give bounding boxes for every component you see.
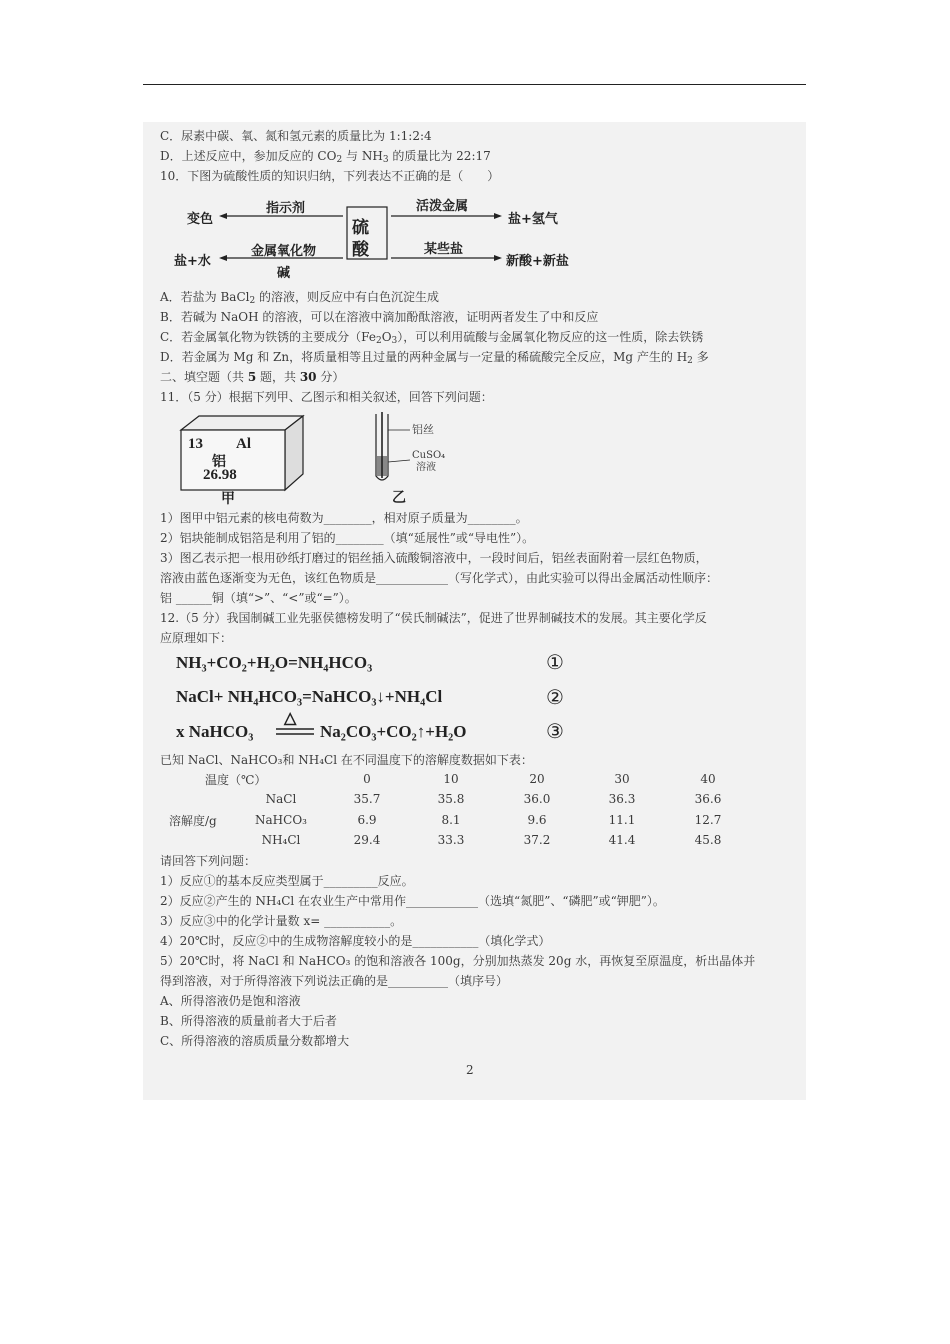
q12-part-2: 2）反应②产生的 NH₄Cl 在农业生产中常用作____________（选填“氮肥”、“磷肥”或“钾肥”）。	[160, 894, 665, 908]
equation-3-number: ③	[546, 719, 564, 743]
table-temp: 0	[363, 772, 371, 786]
label-color-change: 变色	[187, 212, 214, 227]
table-cell: 36.6	[694, 792, 722, 806]
q11-part-3a: 3）图乙表示把一根用砂纸打磨过的铝丝插入硫酸铜溶液中，一段时间后，铝丝表面附着一层红色物质，	[160, 551, 708, 565]
question-12-stem-2: 应原理如下：	[160, 631, 233, 645]
known-data-line: 已知 NaCl、NaHCO₃和 NH₄Cl 在不同温度下的溶解度数据如下表：	[160, 753, 533, 767]
table-cell: 35.7	[353, 792, 381, 806]
equation-2: NaCl+ NH₄HCO₃=NaHCO₃↓+NH₄Cl	[176, 687, 443, 706]
q12-part-3: 3）反应③中的化学计量数 x= ___________。	[160, 914, 403, 928]
table-cell: 37.2	[523, 833, 551, 847]
q11-part-3c: 铝 ______铜（填“>”、“<”或“=”）。	[160, 591, 357, 605]
label-new-acid-salt: 新酸+新盐	[506, 254, 569, 269]
table-cell: 8.1	[441, 813, 461, 827]
table-cell: 36.0	[523, 792, 551, 806]
answer-prompt: 请回答下列问题：	[160, 854, 257, 868]
label-base: 碱	[277, 266, 291, 281]
heat-symbol: △	[284, 710, 297, 727]
table-cell: 35.8	[437, 792, 465, 806]
question-11-stem: 11．（5 分）根据下列甲、乙图示和相关叙述，回答下列问题：	[160, 390, 493, 404]
label-cuso4: CuSO₄	[412, 450, 446, 461]
element-box-figure	[175, 412, 310, 494]
label-indicator: 指示剂	[266, 201, 306, 216]
table-cell: 36.3	[608, 792, 636, 806]
diagram-center-top: 硫	[352, 218, 369, 238]
reaction-double-line	[276, 728, 316, 736]
q12-option-c: C、所得溶液的溶质质量分数都增大	[160, 1034, 350, 1048]
q10-option-d: D．若金属为 Mg 和 Zn，将质量相等且过量的两种金属与一定量的稀硫酸完全反应，Mg 产生的 $H_2$ 多	[160, 350, 709, 366]
table-row-name: NaHCO₃	[255, 813, 307, 827]
section-2-heading: 二、填空题（共 5 题，共 30 分）	[160, 370, 345, 384]
q12-part-4: 4）20℃时，反应②中的生成物溶解度较小的是___________（填化学式）	[160, 934, 551, 948]
arrow-head-right-top	[494, 213, 502, 219]
q10-option-b: B．若碱为 NaOH 的溶液，可以在溶液中滴加酚酞溶液，证明两者发生了中和反应	[160, 310, 599, 324]
arrow-head-left-top	[219, 213, 227, 219]
arrow-head-right-bottom	[494, 255, 502, 261]
q11-part-2: 2）铝块能制成铝箔是利用了铝的________（填“延展性”或“导电性”）。	[160, 531, 535, 545]
header-rule	[143, 84, 806, 85]
equation-1-number: ①	[546, 650, 564, 674]
q12-part-5a: 5）20℃时，将 NaCl 和 NaHCO₃ 的饱和溶液各 100g，分别加热蒸发 20g 水，再恢复至原温度，析出晶体并	[160, 954, 756, 968]
table-cell: 41.4	[608, 833, 636, 847]
figure-label-yi: 乙	[392, 490, 406, 506]
table-temp: 30	[614, 772, 630, 786]
table-cell: 9.6	[527, 813, 547, 827]
equation-3-left: x NaHCO₃	[176, 722, 254, 741]
equation-3-right: Na₂CO₃+CO₂↑+H₂O	[320, 722, 467, 741]
table-temp-label: 温度（℃）	[205, 773, 267, 787]
equation-1: NH₃+CO₂+H₂O=NH₄HCO₃	[176, 653, 373, 672]
element-name: 铝	[212, 454, 226, 470]
figure-label-jia: 甲	[221, 491, 235, 507]
table-cell: 33.3	[437, 833, 465, 847]
table-temp: 20	[529, 772, 545, 786]
equation-2-number: ②	[546, 685, 564, 709]
atomic-mass: 26.98	[203, 467, 237, 483]
label-salt-hydrogen: 盐+氢气	[508, 212, 558, 227]
table-cell: 12.7	[694, 813, 722, 827]
q11-part-3b: 溶液由蓝色逐渐变为无色，该红色物质是____________（写化学式），由此实验可以得出金属活动性顺序：	[160, 571, 719, 585]
q12-part-1: 1）反应①的基本反应类型属于_________反应。	[160, 874, 414, 888]
table-temp: 10	[443, 772, 459, 786]
table-cell: 45.8	[694, 833, 722, 847]
table-cell: 11.1	[608, 813, 636, 827]
label-salt-water: 盐+水	[174, 254, 211, 269]
table-row-name: NaCl	[265, 792, 297, 806]
table-temp: 40	[700, 772, 716, 786]
atomic-number: 13	[188, 436, 203, 452]
table-solubility-label: 溶解度/g	[169, 814, 217, 828]
page-number: 2	[466, 1063, 474, 1077]
label-some-salt: 某些盐	[424, 242, 464, 257]
question-10-stem: 10．下图为硫酸性质的知识归纳，下列表达不正确的是（ ）	[160, 169, 500, 183]
label-solution: 溶液	[416, 462, 436, 473]
element-symbol: Al	[236, 436, 251, 452]
label-metal-oxide: 金属氧化物	[251, 244, 317, 259]
question-12-stem-1: 12.（5 分）我国制碱工业先驱侯德榜发明了“侯氏制碱法”，促进了世界制碱技术的发展。其主要化学反	[160, 611, 707, 625]
table-row-name: NH₄Cl	[261, 833, 301, 847]
label-active-metal: 活泼金属	[416, 199, 469, 214]
q11-part-1: 1）图甲中铝元素的核电荷数为________，相对原子质量为________。	[160, 511, 528, 525]
table-cell: 29.4	[353, 833, 381, 847]
table-cell: 6.9	[357, 813, 377, 827]
q12-option-b: B、所得溶液的质量前者大于后者	[160, 1014, 337, 1028]
option-c-urea: C．尿素中碳、氧、氮和氢元素的质量比为 1:1:2:4	[160, 129, 432, 143]
q12-option-a: A、所得溶液仍是饱和溶液	[160, 994, 301, 1008]
arrow-head-left-bottom	[219, 255, 227, 261]
q12-part-5b: 得到溶液，对于所得溶液下列说法正确的是__________（填序号）	[160, 974, 509, 988]
q10-option-a: A．若盐为 BaCl$_2$ 的溶液，则反应中有白色沉淀生成	[160, 290, 440, 306]
option-d-urea: D．上述反应中，参加反应的 $CO_2$ 与 $NH_3$ 的质量比为 22:17	[160, 149, 491, 165]
q10-option-c: C．若金属氧化物为铁锈的主要成分$(Fe_2O_3)$，可以利用硫酸与金属氧化物反应的这一性质，除去铁锈	[160, 330, 704, 346]
label-al-wire: 铝丝	[412, 423, 434, 436]
diagram-center-bottom: 酸	[352, 240, 369, 260]
